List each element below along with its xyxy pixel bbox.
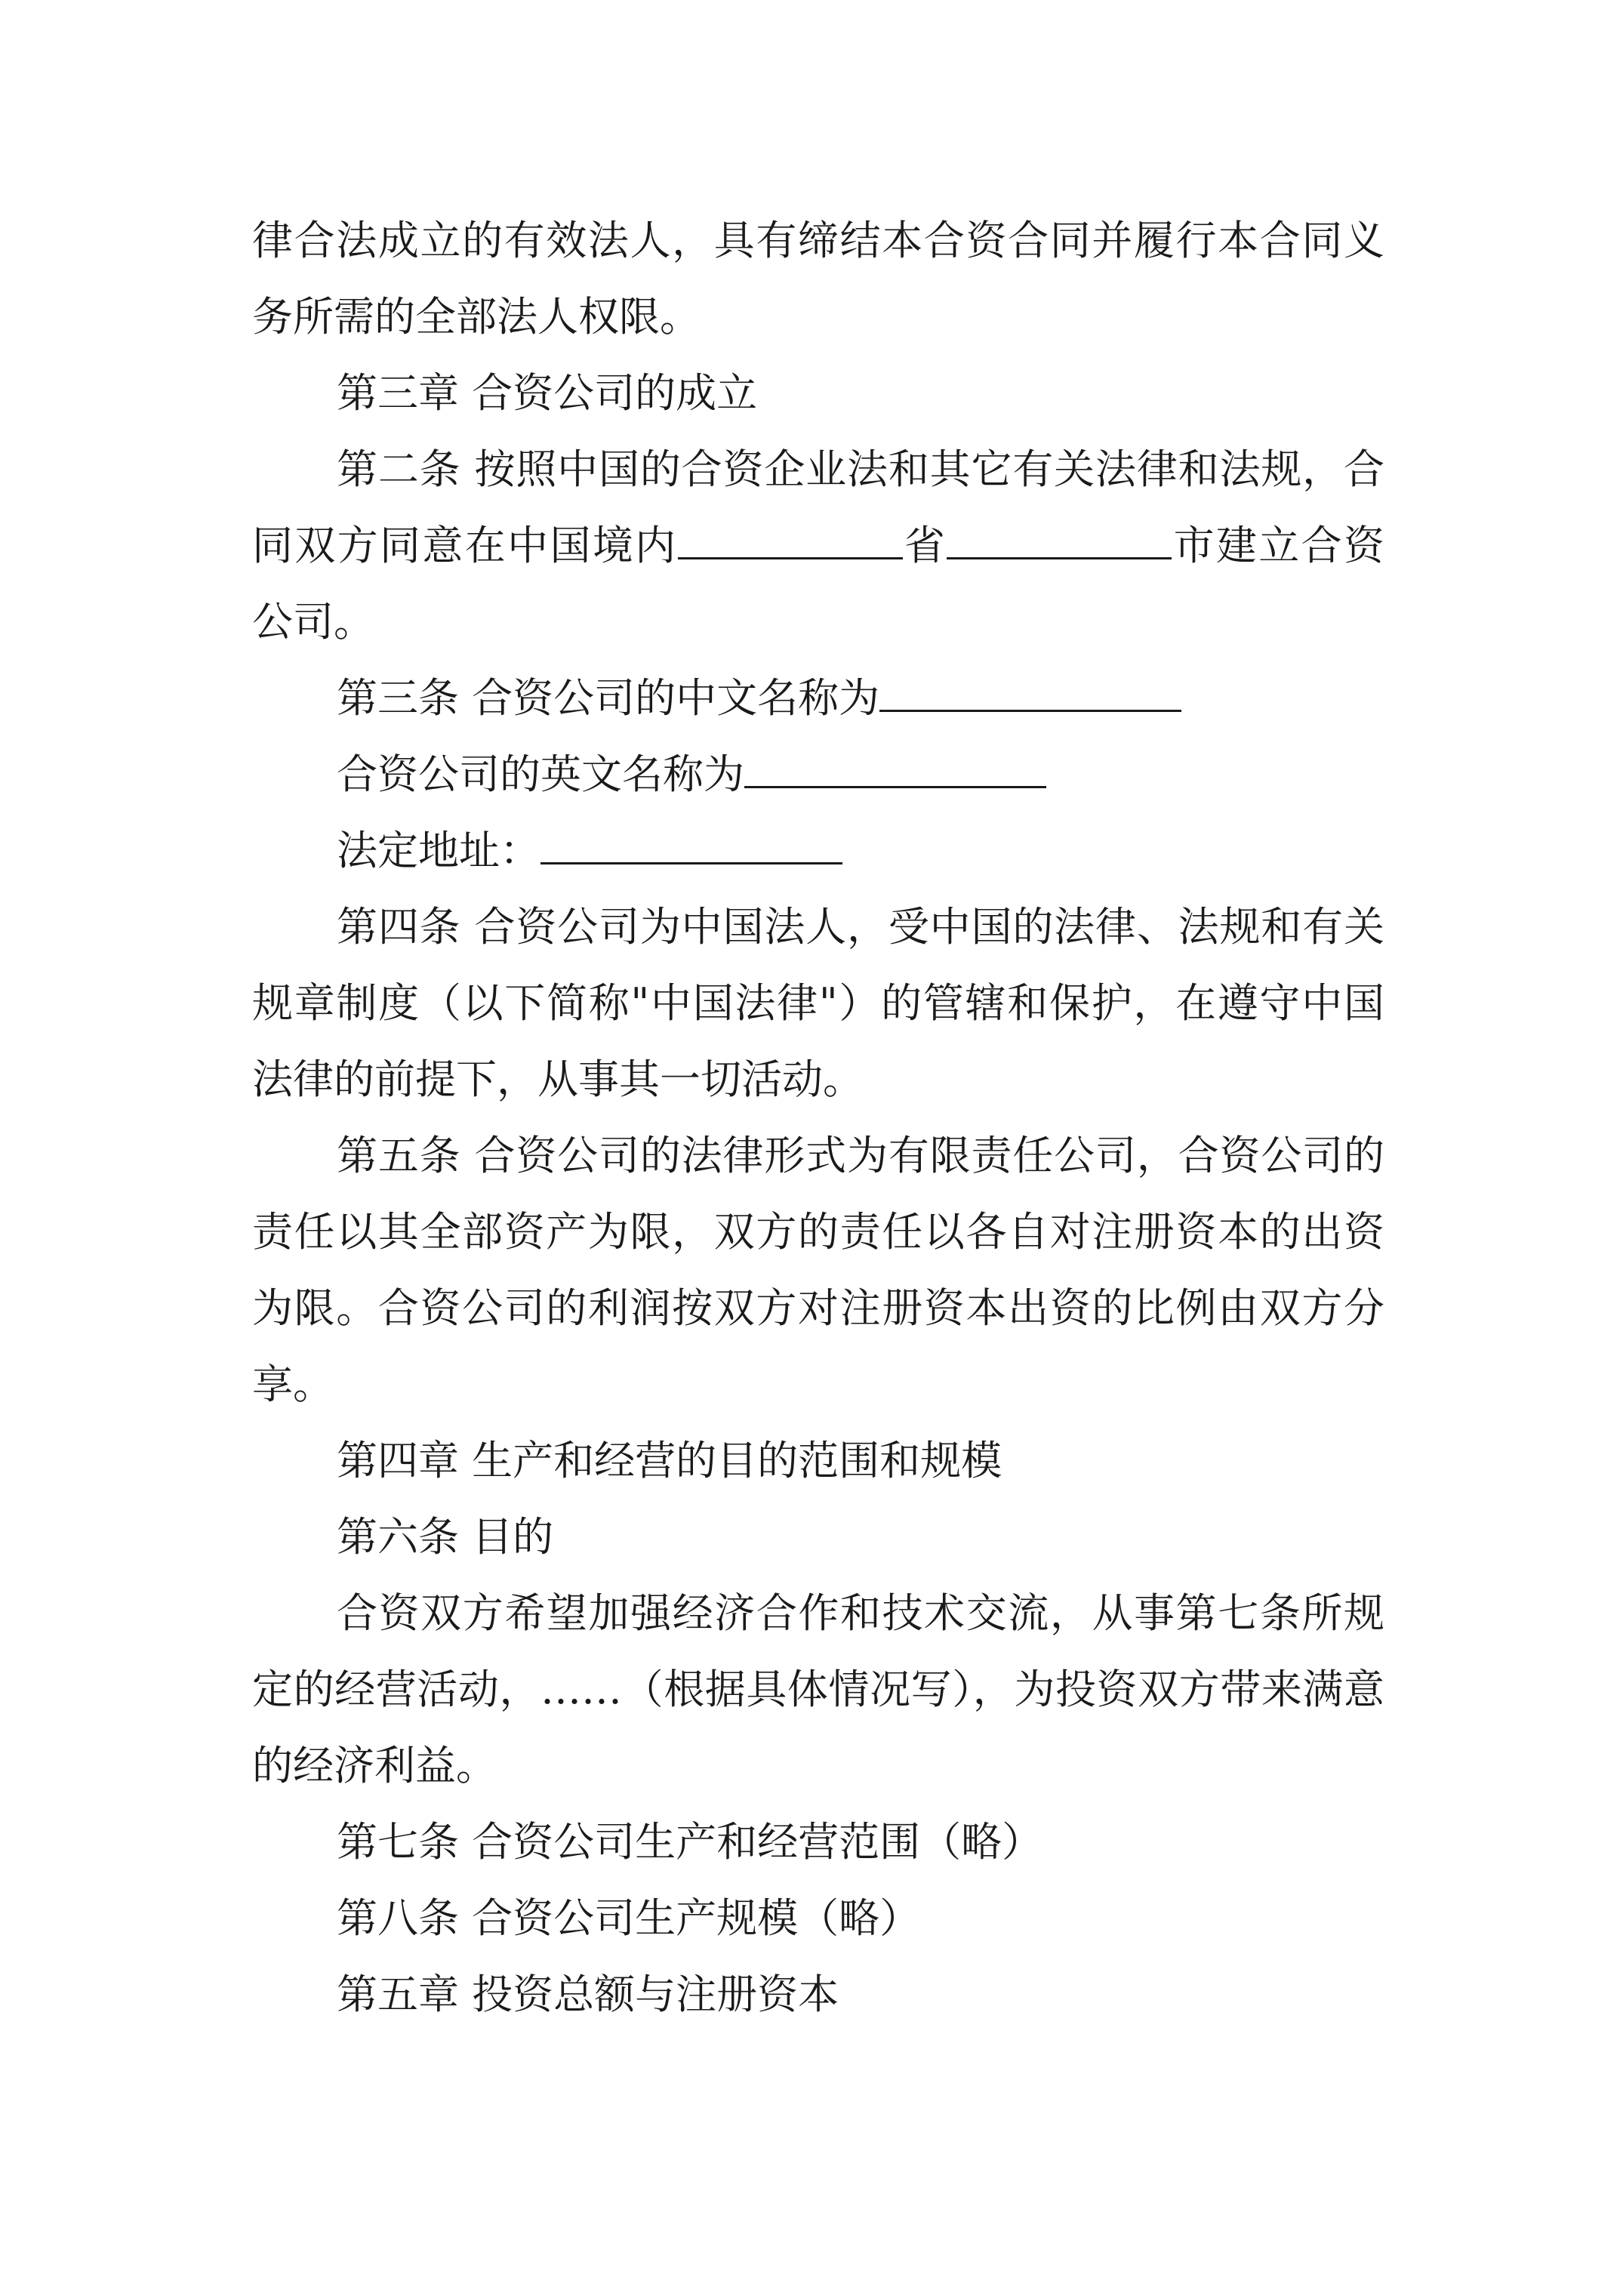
document-body <box>252 202 1384 2032</box>
article-6-heading <box>252 1499 1384 1575</box>
paragraph-legal-person-continuation <box>252 202 1384 355</box>
article-8 <box>252 1880 1384 1956</box>
article-2-text-after: 市建立合资公司。 <box>252 522 1385 646</box>
city-blank <box>947 521 1172 559</box>
chinese-name-blank <box>879 673 1181 712</box>
chapter-heading-4 <box>252 1422 1384 1499</box>
english-name-label: 合资公司的英文名称为 <box>337 750 744 798</box>
paragraph-text: 第七条 合资公司生产和经营范围（略） <box>337 1818 1043 1866</box>
article-6-body <box>252 1575 1384 1804</box>
article-3-english-name <box>252 736 1384 812</box>
paragraph-text: 第四条 合资公司为中国法人，受中国的法律、法规和有关规章制度（以下简称"中国法律"）的管辖和保护，在遵守中国法律的前提下，从事其一切活动。 <box>252 903 1384 1103</box>
paragraph-text: 第八条 合资公司生产规模（略） <box>337 1894 921 1942</box>
province-blank <box>678 521 903 559</box>
legal-address-blank <box>540 826 842 864</box>
paragraph-text: 律合法成立的有效法人，具有缔结本合资合同并履行本合同义务所需的全部法人权限。 <box>252 217 1384 341</box>
chapter-heading-3 <box>252 355 1384 431</box>
article-2-text-province: 省 <box>902 522 947 569</box>
article-2-text-before: 第二条 按照中国的合资企业法和其它有关法律和法规，合同双方同意在中国境内 <box>252 445 1384 569</box>
legal-address-label: 法定地址： <box>337 827 540 874</box>
article-3-chinese-name <box>252 660 1384 736</box>
english-name-blank <box>744 750 1046 788</box>
article-7 <box>252 1804 1384 1880</box>
chapter-heading-5 <box>252 1956 1384 2032</box>
paragraph-text: 合资双方希望加强经济合作和技术交流，从事第七条所规定的经营活动，……（根据具体情况写），为投资双方带来满意的经济利益。 <box>252 1589 1384 1789</box>
article-4 <box>252 889 1384 1117</box>
legal-address <box>252 812 1384 889</box>
heading-text: 第六条 目的 <box>337 1513 554 1561</box>
chinese-name-label: 第三条 合资公司的中文名称为 <box>337 674 880 722</box>
article-5 <box>252 1117 1384 1422</box>
heading-text: 第四章 生产和经营的目的范围和规模 <box>337 1437 1002 1484</box>
paragraph-text: 第五条 合资公司的法律形式为有限责任公司，合资公司的责任以其全部资产为限，双方的责任以各自对注册资本的出资为限。合资公司的利润按双方对注册资本出资的比例由双方分享。 <box>252 1132 1384 1408</box>
heading-text: 第三章 合资公司的成立 <box>337 369 758 417</box>
article-2 <box>252 431 1384 660</box>
heading-text: 第五章 投资总额与注册资本 <box>337 1971 839 2018</box>
